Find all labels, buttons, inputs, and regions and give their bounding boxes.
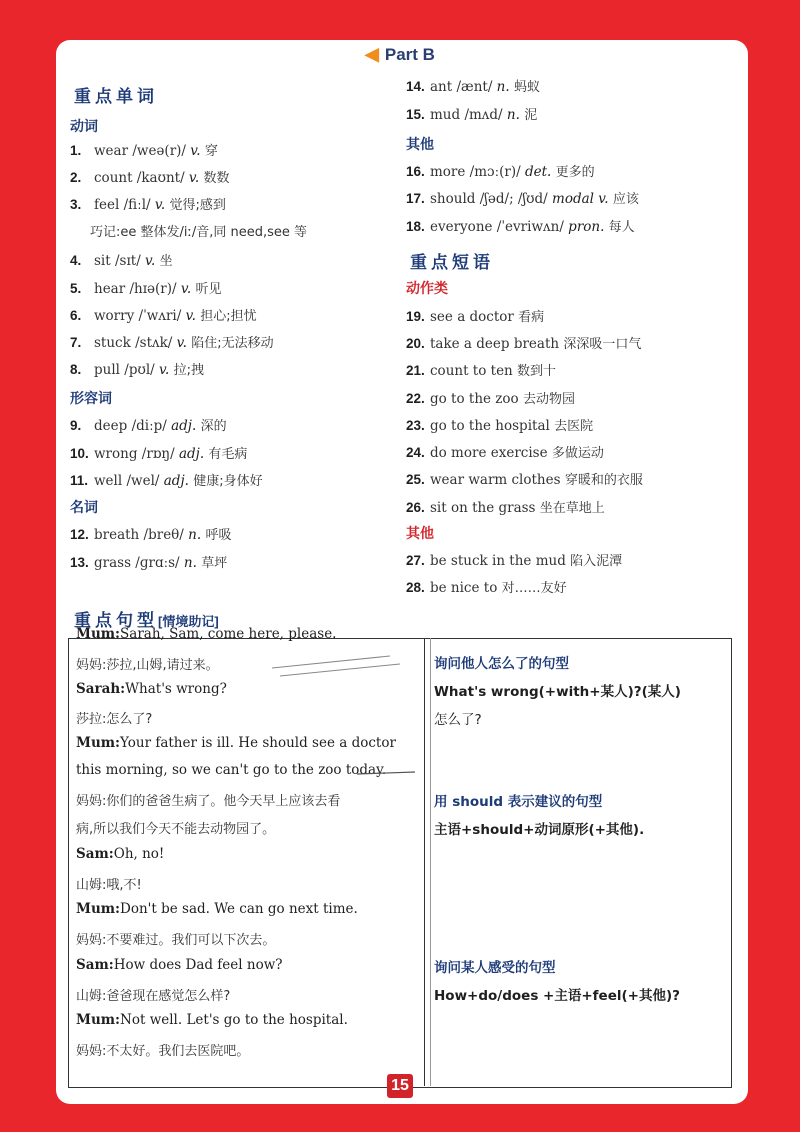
dialogue-english: Your father is ill. He should see a doctor — [120, 735, 396, 751]
word-english: sit — [94, 253, 115, 269]
word-english: pull — [94, 362, 125, 378]
word-pos: adj. — [171, 418, 201, 434]
phrase-english: go to the zoo — [430, 391, 523, 407]
phrase-chinese: 看病 — [518, 310, 545, 325]
phrase-chinese: 坐在草地上 — [539, 501, 605, 516]
pattern-formula: How+do/does +主语+feel(+其他)? — [434, 988, 680, 1004]
word-row — [70, 552, 227, 571]
word-english: should — [430, 191, 480, 207]
word-phonetic: /diːp/ — [131, 418, 172, 434]
dialogue-english: Not well. Let's go to the hospital. — [120, 1012, 348, 1028]
word-number: 3. — [70, 197, 82, 212]
word-row — [70, 278, 222, 297]
word-number: 14. — [406, 79, 425, 94]
pattern-heading: 用 should 表示建议的句型 — [434, 794, 603, 810]
dialogue-line — [76, 762, 386, 778]
word-number: 11. — [70, 473, 89, 488]
phrase-english: be stuck in the mud — [430, 553, 571, 569]
pattern-heading: 询问某人感受的句型 — [434, 960, 556, 976]
word-phonetic: /ˈwʌri/ — [138, 308, 186, 324]
word-pos: v. — [188, 170, 204, 186]
word-pos: v. — [185, 308, 201, 324]
phrase-number: 21. — [406, 363, 425, 378]
phrase-number: 22. — [406, 391, 425, 406]
phrase-row — [406, 577, 567, 596]
word-english: worry — [94, 308, 139, 324]
word-chinese: 草坪 — [201, 556, 228, 571]
dialogue-english: Don't be sad. We can go next time. — [120, 901, 358, 917]
category-nouns: 名词 — [70, 499, 98, 515]
word-pos: adj. — [163, 473, 194, 489]
dialogue-english: Sarah, Sam, come here, please. — [120, 626, 337, 642]
dialogue-line — [76, 929, 275, 948]
phrase-english: count to ten — [430, 363, 518, 379]
memory-tip — [90, 221, 307, 240]
word-phonetic: /wel/ — [126, 473, 164, 489]
category-verbs: 动词 — [70, 118, 98, 134]
phrase-number: 20. — [406, 336, 425, 351]
word-chinese: 担心;担忧 — [200, 309, 257, 324]
word-phonetic: /rɒŋ/ — [141, 446, 179, 462]
page-number: 15 — [387, 1074, 413, 1098]
word-row — [406, 76, 540, 95]
phrase-chinese: 穿暖和的衣服 — [564, 473, 643, 488]
word-number: 6. — [70, 308, 82, 323]
word-phonetic: /ɡrɑːs/ — [135, 555, 184, 571]
word-row — [70, 332, 274, 351]
phrase-chinese: 去医院 — [554, 419, 594, 434]
word-english: wear — [94, 143, 133, 159]
word-row — [406, 188, 639, 207]
phrase-number: 28. — [406, 580, 425, 595]
phrase-english: be nice to — [430, 580, 502, 596]
word-english: grass — [94, 555, 136, 571]
word-chinese: 每人 — [608, 220, 635, 235]
dialogue-chinese: 妈妈:不要难过。我们可以下次去。 — [76, 933, 276, 948]
dialogue-line — [76, 708, 152, 727]
dialogue-line — [76, 874, 142, 893]
word-chinese: 蚂蚁 — [513, 80, 540, 95]
word-phonetic: /pʊl/ — [124, 362, 159, 378]
word-pos: v. — [154, 197, 170, 213]
phrase-row — [406, 497, 605, 516]
phrase-chinese: 深深吸一口气 — [563, 337, 642, 352]
key-phrases-badge: 重点短语 — [410, 248, 494, 273]
dialogue-line — [76, 654, 219, 673]
phrase-english: take a deep breath — [430, 336, 564, 352]
word-phonetic: /weə(r)/ — [132, 143, 191, 159]
dialogue-chinese: 山姆:爸爸现在感觉怎么样? — [76, 989, 231, 1004]
dialogue-chinese: 妈妈:你们的爸爸生病了。他今天早上应该去看 — [76, 794, 341, 809]
part-title: Part B — [384, 45, 435, 64]
phrase-number: 23. — [406, 418, 425, 433]
word-chinese: 应该 — [612, 192, 639, 207]
word-number: 12. — [70, 527, 89, 542]
word-row — [70, 415, 227, 434]
phrase-chinese: 去动物园 — [522, 392, 575, 407]
word-row — [70, 140, 218, 159]
dialogue-speaker: Mum: — [76, 626, 121, 642]
pattern-formula: 主语+should+动词原形(+其他). — [434, 822, 645, 838]
pattern-formula: What's wrong(+with+某人)?(某人) — [434, 684, 681, 700]
column-divider-inner — [430, 638, 431, 1086]
category-adjectives: 形容词 — [70, 390, 112, 406]
dialogue-line — [76, 626, 336, 642]
word-english: everyone — [430, 219, 497, 235]
word-pos: v. — [180, 281, 196, 297]
word-row — [70, 470, 263, 489]
word-row — [70, 194, 226, 213]
dialogue-speaker: Mum: — [76, 735, 121, 751]
word-english: more — [430, 164, 470, 180]
word-number: 2. — [70, 170, 82, 185]
word-number: 10. — [70, 446, 89, 461]
word-phonetic: /fiːl/ — [123, 197, 155, 213]
phrase-english: do more exercise — [430, 445, 552, 461]
dialogue-chinese: 妈妈:莎拉,山姆,请过来。 — [76, 658, 219, 673]
word-number: 9. — [70, 418, 82, 433]
dialogue-line — [76, 818, 275, 837]
word-number: 7. — [70, 335, 82, 350]
dialogue-english: Oh, no! — [113, 846, 165, 862]
word-row — [70, 250, 173, 269]
dialogue-chinese: 病,所以我们今天不能去动物园了。 — [76, 822, 276, 837]
dialogue-line — [76, 735, 396, 751]
dialogue-chinese: 莎拉:怎么了? — [76, 712, 153, 727]
pen-scribble-2 — [355, 760, 425, 780]
word-chinese: 觉得;感到 — [169, 198, 226, 213]
word-number: 18. — [406, 219, 425, 234]
word-row — [70, 359, 204, 378]
phrase-english: wear warm clothes — [430, 472, 565, 488]
phrase-row — [406, 550, 622, 569]
word-chinese: 坐 — [159, 254, 173, 269]
word-pos: n. — [183, 555, 202, 571]
word-row — [70, 443, 247, 462]
pattern-heading: 询问他人怎么了的句型 — [434, 656, 569, 672]
phrase-row — [406, 360, 556, 379]
word-phonetic: /ænt/ — [456, 79, 497, 95]
word-phonetic: /hɪə(r)/ — [129, 281, 181, 297]
word-phonetic: /breθ/ — [143, 527, 189, 543]
word-english: feel — [94, 197, 124, 213]
phrase-row — [406, 415, 593, 434]
word-chinese: 更多的 — [555, 165, 595, 180]
dialogue-line — [76, 846, 164, 862]
dialogue-chinese: 妈妈:不太好。我们去医院吧。 — [76, 1044, 250, 1059]
word-phonetic: /ˈevriwʌn/ — [496, 219, 569, 235]
phrase-row — [406, 442, 604, 461]
word-pos: v. — [145, 253, 160, 269]
word-english: breath — [94, 527, 144, 543]
phrase-chinese: 陷入泥潭 — [570, 554, 623, 569]
word-number: 1. — [70, 143, 82, 158]
dialogue-speaker: Mum: — [76, 901, 121, 917]
column-divider — [424, 638, 425, 1086]
word-english: deep — [94, 418, 132, 434]
word-english: count — [94, 170, 137, 186]
phrase-number: 24. — [406, 445, 425, 460]
phrase-english: sit on the grass — [430, 500, 540, 516]
word-english: wrong — [94, 446, 142, 462]
word-chinese: 听见 — [195, 282, 222, 297]
word-pos: v. — [190, 143, 205, 159]
dialogue-speaker: Sam: — [76, 957, 114, 973]
phrase-number: 26. — [406, 500, 425, 515]
dialogue-english: this morning, so we can't go to the zoo today. — [76, 762, 387, 778]
word-pos: n. — [506, 107, 525, 123]
word-pos: n. — [496, 79, 514, 95]
word-row — [70, 524, 231, 543]
page-header — [0, 44, 800, 65]
paper-plane-icon: ◀ — [365, 44, 379, 64]
word-number: 16. — [406, 164, 425, 179]
word-chinese: 陷住;无法移动 — [191, 336, 274, 351]
word-row — [70, 167, 230, 186]
phrase-number: 25. — [406, 472, 425, 487]
dialogue-line — [76, 985, 230, 1004]
word-english: stuck — [94, 335, 136, 351]
word-pos: v. — [176, 335, 192, 351]
word-number: 8. — [70, 362, 82, 377]
word-english: well — [94, 473, 127, 489]
word-number: 4. — [70, 253, 82, 268]
phrase-row — [406, 469, 643, 488]
phrase-row — [406, 333, 641, 352]
word-chinese: 数数 — [203, 171, 230, 186]
word-phonetic: /ʃəd/; /ʃʊd/ — [479, 191, 553, 207]
word-phonetic: /mʌd/ — [464, 107, 507, 123]
memory-tip-text: 巧记:ee 整体发/iː/音,同 need,see 等 — [90, 225, 308, 240]
dialogue-line — [76, 1012, 348, 1028]
dialogue-speaker: Sarah: — [76, 681, 126, 697]
phrase-row — [406, 388, 575, 407]
word-phonetic: /mɔː(r)/ — [469, 164, 525, 180]
phrase-english: go to the hospital — [430, 418, 555, 434]
word-pos: modal v. — [552, 191, 613, 207]
dialogue-line — [76, 901, 358, 917]
word-phonetic: /sɪt/ — [114, 253, 146, 269]
word-chinese: 健康;身体好 — [193, 474, 263, 489]
word-row — [406, 161, 595, 180]
phrase-chinese: 数到十 — [517, 364, 557, 379]
dialogue-line — [76, 681, 227, 697]
word-phonetic: /stʌk/ — [135, 335, 177, 351]
word-number: 17. — [406, 191, 425, 206]
phrase-chinese: 多做运动 — [551, 446, 604, 461]
word-chinese: 穿 — [204, 144, 218, 159]
dialogue-english: What's wrong? — [125, 681, 227, 697]
word-chinese: 深的 — [200, 419, 227, 434]
dialogue-english: How does Dad feel now? — [113, 957, 283, 973]
word-row — [406, 216, 635, 235]
dialogue-line — [76, 1040, 249, 1059]
category-others-2: 其他 — [406, 525, 434, 541]
phrase-number: 27. — [406, 553, 425, 568]
key-sentences-badge: 重点句型[情境助记] — [74, 606, 219, 631]
dialogue-speaker: Sam: — [76, 846, 114, 862]
word-row — [406, 104, 537, 123]
dialogue-chinese: 山姆:哦,不! — [76, 878, 142, 893]
word-pos: n. — [188, 527, 206, 543]
phrase-number: 19. — [406, 309, 425, 324]
word-english: mud — [430, 107, 465, 123]
word-english: ant — [430, 79, 457, 95]
word-number: 13. — [70, 555, 89, 570]
word-pos: adj. — [178, 446, 209, 462]
phrase-row — [406, 306, 544, 325]
word-phonetic: /kaʊnt/ — [136, 170, 189, 186]
dialogue-line — [76, 790, 340, 809]
word-pos: pron. — [568, 219, 609, 235]
word-pos: det. — [524, 164, 556, 180]
key-sentences-subtitle: [情境助记] — [158, 614, 219, 629]
word-chinese: 泥 — [524, 108, 538, 123]
word-english: hear — [94, 281, 130, 297]
phrase-english: see a doctor — [430, 309, 519, 325]
phrase-chinese: 对……友好 — [501, 581, 567, 596]
key-words-badge: 重点单词 — [74, 82, 158, 107]
pattern-formula-cont: 怎么了? — [434, 712, 482, 728]
dialogue-speaker: Mum: — [76, 1012, 121, 1028]
word-number: 15. — [406, 107, 425, 122]
word-pos: v. — [159, 362, 174, 378]
word-chinese: 拉;拽 — [173, 363, 204, 378]
word-chinese: 呼吸 — [205, 528, 232, 543]
category-actions: 动作类 — [406, 280, 448, 296]
category-others-1: 其他 — [406, 136, 434, 152]
pen-scribble — [270, 646, 430, 686]
dialogue-line — [76, 957, 283, 973]
word-chinese: 有毛病 — [208, 447, 248, 462]
word-row — [70, 305, 257, 324]
word-number: 5. — [70, 281, 82, 296]
